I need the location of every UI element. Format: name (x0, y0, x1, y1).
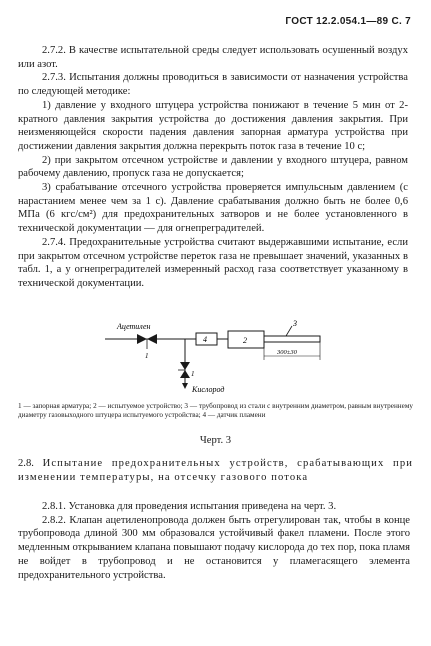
leader-line-3 (286, 326, 292, 336)
inlet-valve-left (137, 334, 147, 344)
oxygen-valve-top (180, 362, 190, 370)
method-item-2: 2) при закрытом отсечном устройстве и давлении у входного штуцера, равном рабочему давлению, пропуск газа не допускается; (18, 154, 408, 180)
test-setup-diagram (100, 316, 340, 396)
diagram-svg (100, 316, 340, 396)
paragraph-2-8-2: 2.8.2. Клапан ацетиленопровода должен быть отрегулирован так, чтобы в конце трубопровода длиной 300 мм образовался устойчивый факел пламени. После этого медленным открыванием клапана повышают подачу кислорода до тех пор, пока пламя не войдет в трубопровод и не остановится у пламегасящего элемента предохранительного устройства. (18, 514, 410, 581)
figure-caption: Черт. 3 (199, 435, 232, 446)
paragraph-2-7-3: 2.7.3. Испытания должны проводиться в зависимости от назначения устройства по следующей методике: (18, 72, 408, 98)
section-2-8-heading (18, 457, 413, 484)
num-3: 3 (293, 319, 297, 328)
section-2-8-text (18, 500, 410, 582)
num-4: 4 (203, 335, 207, 344)
method-item-1: 1) давление у входного штуцера устройства понижают в течение 5 мин от 2-кратного давления закрытия устройства до достижения давления закрытия. При неизменяющейся скорости падения давления запорная арматура устройства при достижении давления закрытия должна перекрыть поток газа в течение 10 с; (18, 99, 408, 152)
main-text-block (18, 44, 408, 291)
oxygen-arrow (182, 383, 188, 389)
num-1-bottom: 1 (191, 370, 195, 378)
label-oxygen: Кислород (192, 385, 225, 394)
paragraph-2-8-1: 2.8.1. Установка для проведения испытания приведена на черт. 3. (42, 501, 337, 512)
num-1-top: 1 (145, 352, 149, 360)
method-item-3: 3) срабатывание отсечного устройства проверяется импульсным давлением (с нарастанием менее чем за 1 с). Давление срабатывания должно быть не более 0,6 МПа (6 кгс/см²) для предохранительных затворов и не более установленного в технической документации — для огнепреградителей. (18, 182, 408, 235)
dimension-label: 300±30 (277, 349, 297, 356)
section-title-text: Испытание предохранительных устройств, срабатывающих при изменении температуры, на отсечку газового потока (18, 458, 413, 483)
pipeline (264, 336, 320, 342)
paragraph-2-7-4: 2.7.4. Предохранительные устройства считают выдержавшими испытание, если при закрытом отсечном устройстве переток газа не превышает значений, указанных в табл. 1, а у огнепреградителей измеренный расход газа соответствует указанному в технической документации. (18, 236, 408, 289)
figure-legend: 1 — запорная арматура; 2 — испытуемое устройство; 3 — трубопровод из стали с внутренним диаметром, равным внутреннему диаметру газовыходного штуцера испытуемого устройства; 4 — датчик пламени (18, 402, 413, 419)
section-number: 2.8. (18, 458, 34, 469)
paragraph-2-7-2: 2.7.2. В качестве испытательной среды следует использовать осушенный воздух или азот. (18, 45, 408, 70)
oxygen-valve-bottom (180, 370, 190, 378)
label-acetylene: Ацетилен (117, 322, 151, 331)
inlet-valve-right (147, 334, 157, 344)
page-header: ГОСТ 12.2.054.1—89 С. 7 (285, 16, 411, 27)
num-2: 2 (243, 336, 247, 345)
